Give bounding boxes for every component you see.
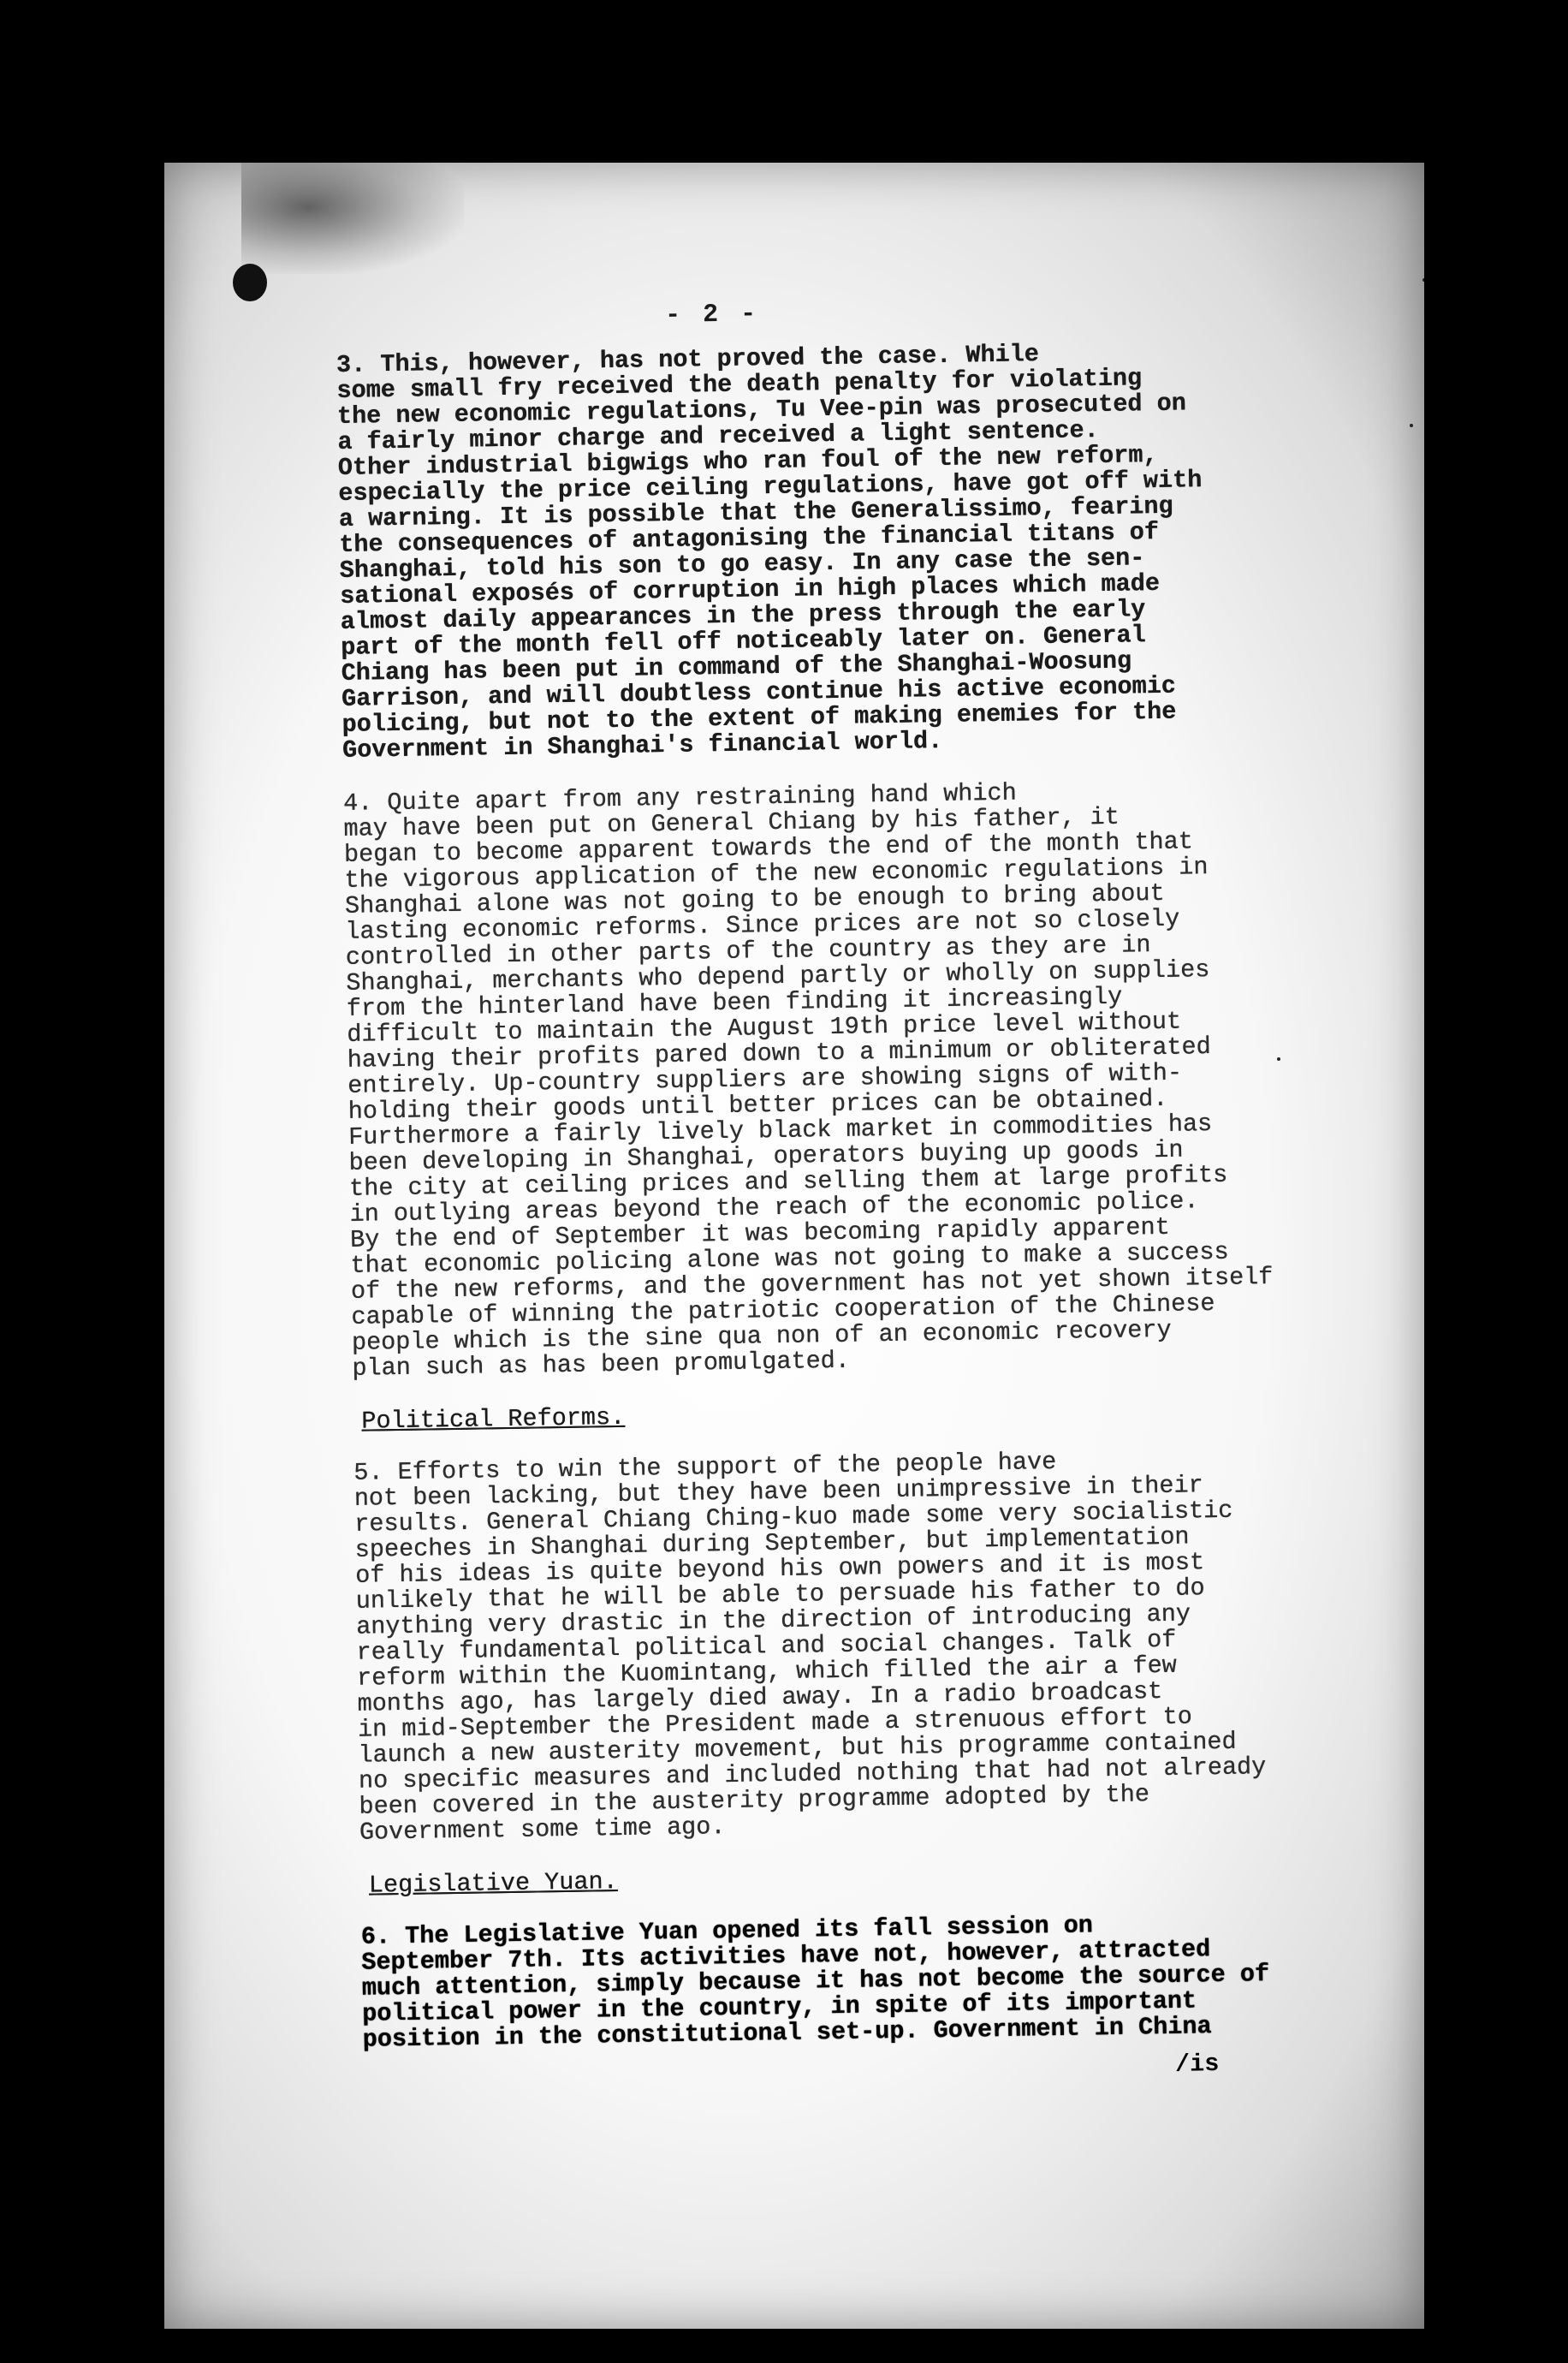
page-number: - 2 - bbox=[664, 300, 760, 330]
torn-corner-shadow bbox=[241, 163, 464, 274]
document-body bbox=[336, 293, 1357, 2091]
heading-legislative-yuan: Legislative Yuan. bbox=[368, 1867, 618, 1900]
paragraph-3: 3. This, however, has not proved the case. While some small fry received the death penalty for violating the new economic regulations, Tu Vee-pin was prosecuted on a fairly minor charge and received a light sentence. Other industrial bigwigs who ran foul of the new reform, especially the price ceiling regulations, have got off with a warning. It is possible that the Generalissimo, fearing the consequences of antagonising the financial titans of Shanghai, told his son to go easy. In any case the sen- sational exposés of corruption in high places which made almost daily appearances in the press through the early part of the month fell off noticeably later on. General Chiang has been put in command of the Shanghai-Woosung Garrison, and will doubtless continue his active economic policing, but not to the extent of making enemies for the Government in Shanghai's financial world. bbox=[336, 340, 1203, 765]
paragraph-5: 5. Efforts to win the support of the people have not been lacking, but they have been unimpressive in their results. General Chiang Ching-kuo made some very socialistic speeches in Shanghai during September, but implementation of his ideas is quite beyond his own powers and it is most unlikely that he will be able to persuade his father to do anything very drastic in the direction of introducing any really fundamental political and social changes. Talk of reform within the Kuomintang, which filled the air a few months ago, has largely died away. In a radio broadcast in mid-September the President made a strenuous effort to launch a new austerity movement, but his programme contained no specific measures and included nothing that had not already been covered in the austerity programme adopted by the Government some time ago. bbox=[353, 1447, 1267, 1847]
speck bbox=[1410, 424, 1413, 427]
document-page bbox=[164, 163, 1424, 2329]
paragraph-4: 4. Quite apart from any restraining hand which may have been put on General Chiang by his father, it began to become apparent towards the end of the month that the vigorous application of the new economic regulations in Shanghai alone was not going to be enough to bring about lasting economic reforms. Since prices are not so closely controlled in other parts of the country as they are in Shanghai, merchants who depend partly or wholly on supplies from the hinterland have been finding it increasingly difficult to maintain the August 19th price level without having their profits pared down to a minimum or obliterated entirely. Up-country suppliers are showing signs of with- holding their goods until better prices can be obtained. Furthermore a fairly lively black market in commodities has been developing in Shanghai, operators buying up goods in the city at ceiling prices and selling them at large profits in outlying areas beyond the reach of the economic police. By the end of September it was becoming rapidly apparent that economic policing alone was not going to make a success of the new reforms, and the government has not yet shown itself capable of winning the patriotic cooperation of the Chinese people which is the sine qua non of an economic recovery plan such as has been promulgated. bbox=[342, 778, 1274, 1383]
punch-hole bbox=[233, 264, 267, 301]
paragraph-6: 6. The Legislative Yuan opened its fall session on September 7th. Its activities have not, however, attracted much attention, simply because it has not become the source of political power in the country, in spite of its important position in the constitutional set-up. Government in China bbox=[360, 1911, 1270, 2054]
speck bbox=[1422, 278, 1424, 282]
catchword: /is bbox=[1174, 2050, 1220, 2079]
heading-political-reforms: Political Reforms. bbox=[361, 1402, 626, 1436]
